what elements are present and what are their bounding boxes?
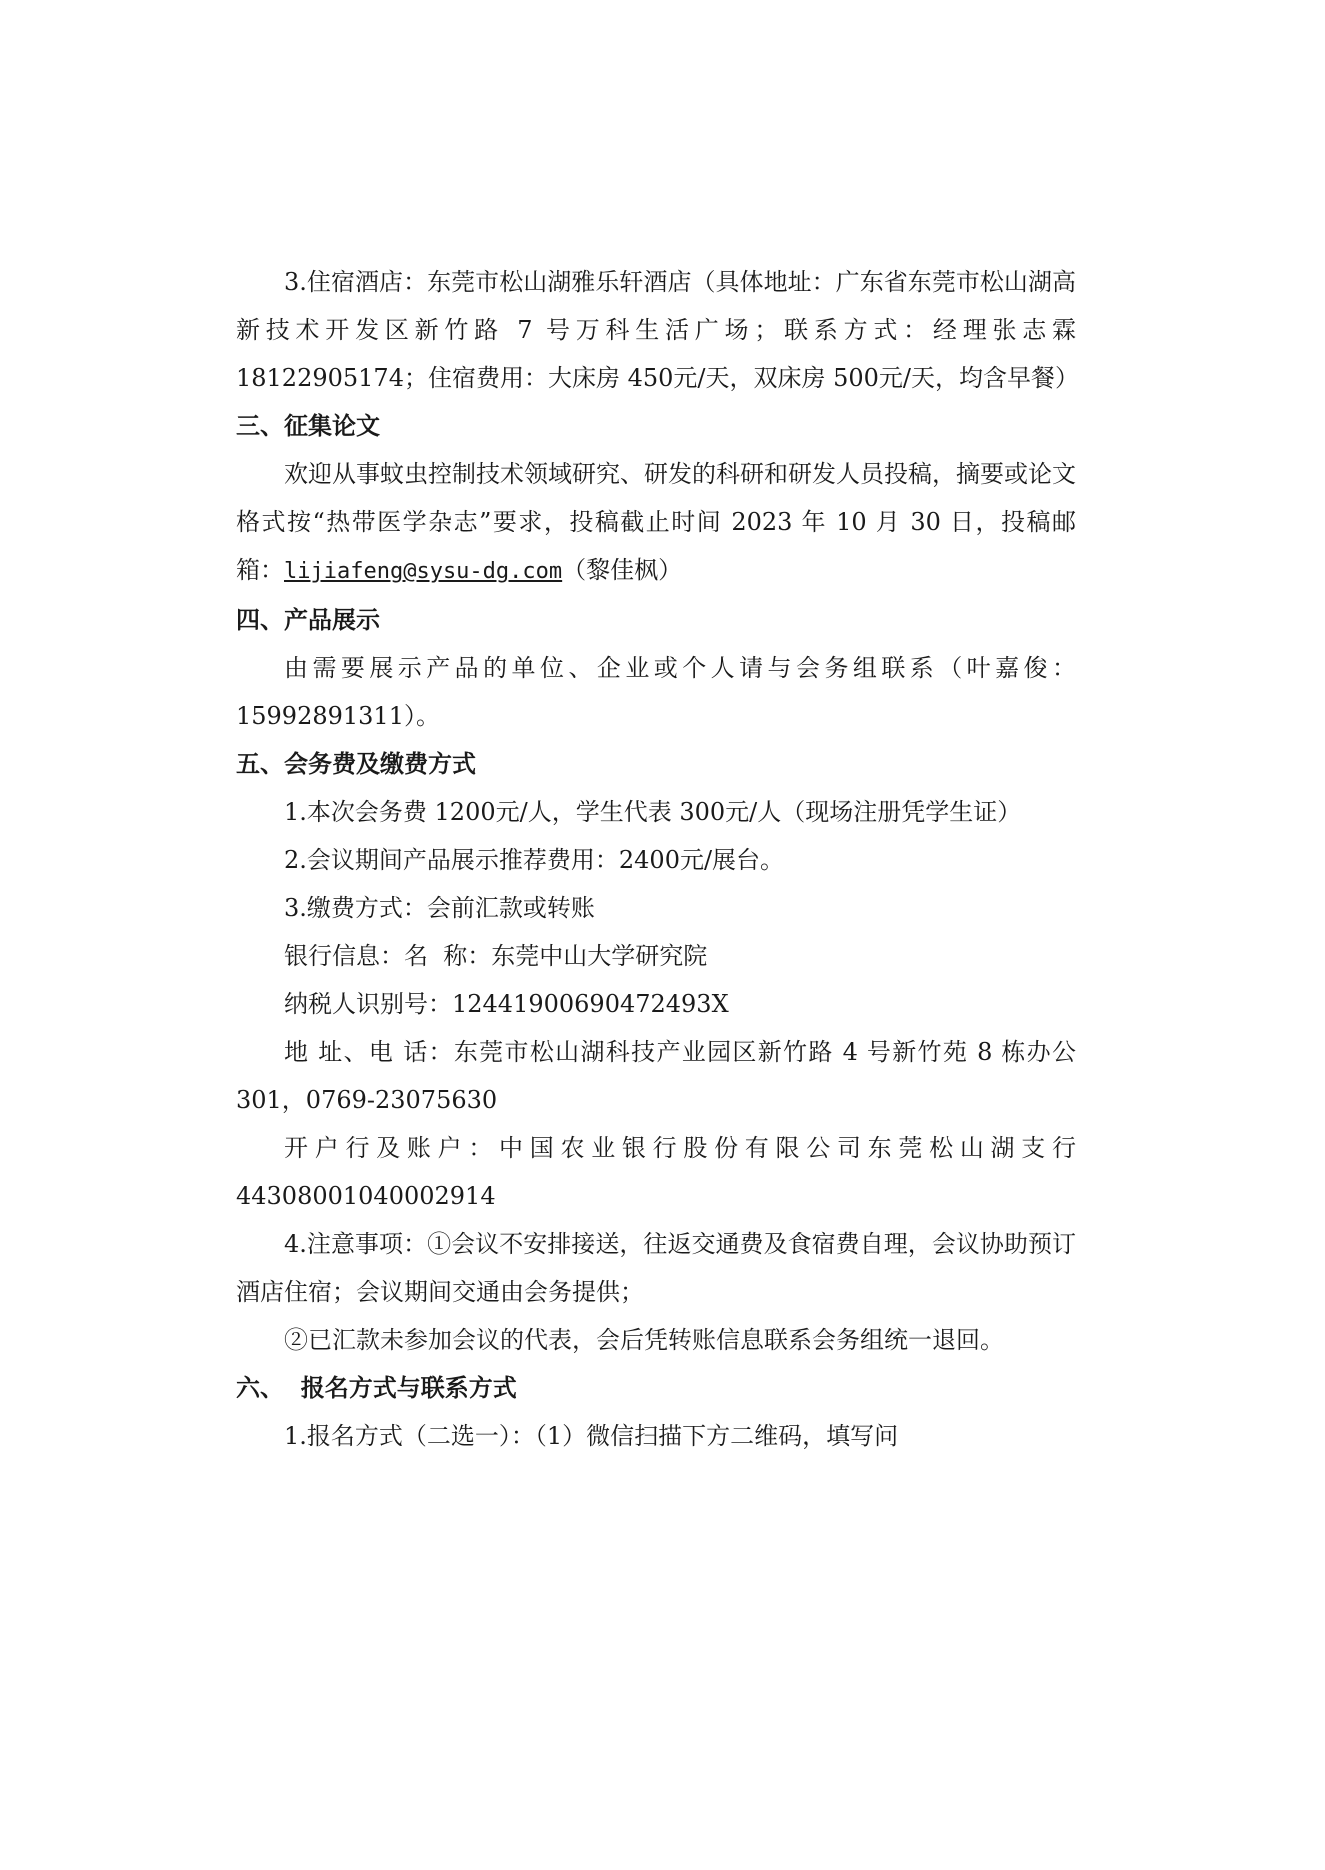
tax-id: 纳税人识别号：12441900690472493X — [284, 990, 729, 1018]
document-body — [236, 258, 1080, 1460]
bank-account: 开户行及账户：中国农业银行股份有限公司东莞松山湖支行 44308001040002914 — [236, 1134, 1076, 1210]
notice-item-1: 4.注意事项：①会议不安排接送，往返交通费及食宿费自理，会议协助预订酒店住宿；会议期间交通由会务提供； — [236, 1230, 1076, 1306]
notice-item-2: ②已汇款未参加会议的代表，会后凭转账信息联系会务组统一退回。 — [284, 1326, 1004, 1354]
papers-text: 欢迎从事蚊虫控制技术领域研究、研发的科研和研发人员投稿，摘要或论文格式按“热带医学杂志”要求，投稿截止时间 2023 年 10 月 30 日，投稿邮箱： — [236, 460, 1076, 584]
section-heading-products: 四、产品展示 — [236, 606, 380, 634]
papers-paragraph — [236, 450, 1076, 596]
registration-method: 1.报名方式（二选一）：（1）微信扫描下方二维码，填写问 — [284, 1422, 899, 1450]
section-heading-papers: 三、征集论文 — [236, 412, 380, 440]
bank-name: 银行信息：名 称：东莞中山大学研究院 — [284, 942, 708, 970]
papers-contact: （黎佳枫） — [562, 556, 683, 584]
section-heading-fees: 五、会务费及缴费方式 — [236, 750, 476, 778]
fee-item-3: 3.缴费方式：会前汇款或转账 — [284, 894, 595, 922]
section-heading-registration: 六、 报名方式与联系方式 — [236, 1374, 517, 1402]
fee-item-1: 1.本次会务费 1200元/人，学生代表 300元/人（现场注册凭学生证） — [284, 798, 1022, 826]
bank-address-phone: 地 址、电 话：东莞市松山湖科技产业园区新竹路 4 号新竹苑 8 栋办公 301，0769-23075630 — [236, 1038, 1076, 1114]
fee-item-2: 2.会议期间产品展示推荐费用：2400元/展台。 — [284, 846, 785, 874]
products-paragraph: 由需要展示产品的单位、企业或个人请与会务组联系（叶嘉俊：15992891311）。 — [236, 654, 1076, 730]
submission-email-link[interactable]: lijiafeng@sysu-dg.com — [284, 559, 563, 584]
hotel-paragraph: 3.住宿酒店：东莞市松山湖雅乐轩酒店（具体地址：广东省东莞市松山湖高新技术开发区新竹路 7 号万科生活广场；联系方式：经理张志霖 18122905174；住宿费用：大床房 450元/天，双床房 500元/天，均含早餐） — [236, 268, 1080, 392]
